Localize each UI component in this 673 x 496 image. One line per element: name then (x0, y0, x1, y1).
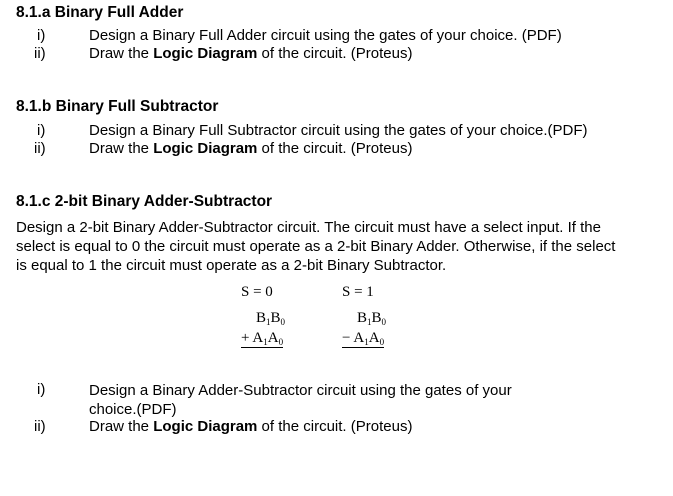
item-number: i) (37, 27, 46, 44)
item-text (89, 140, 412, 157)
operand-b-right: $B_1B_0$ (357, 310, 387, 327)
description-paragraph: Design a 2-bit Binary Adder-Subtractor circuit. The circuit must have a select input. If the select is equal to 0 the circuit must operate as a 2-bit Binary Adder. Otherwise, if the select is equal to 1 the circuit must operate as a 2-bit Binary Subtractor. (16, 219, 616, 274)
section-heading-full-adder: 8.1.a Binary Full Adder (16, 4, 184, 21)
item-text-line1: Design a Binary Adder-Subtractor circuit using the gates of your (89, 382, 512, 399)
item-text-post: of the circuit. (Proteus) (257, 418, 413, 435)
item-text-pre: Design a Binary Full Subtractor circuit using the gates of your choice.(PDF) (89, 122, 588, 139)
operand-a-right: − $A_1A_0$ (342, 330, 385, 347)
operand-a-left: + $A_1A_0$ (241, 330, 284, 347)
item-text (89, 45, 412, 62)
item-text-pre: Draw the (89, 140, 154, 157)
section-heading-full-subtractor: 8.1.b Binary Full Subtractor (16, 98, 219, 115)
item-text (89, 122, 588, 139)
item-text-post: of the circuit. (Proteus) (257, 140, 413, 157)
item-number: ii) (34, 418, 46, 435)
item-text (89, 418, 412, 435)
item-text-pre: Design a Binary Full Adder circuit using the gates of your choice. (PDF) (89, 27, 562, 44)
item-text (89, 27, 562, 44)
item-text-bold: Logic Diagram (153, 418, 258, 435)
item-text-bold: Logic Diagram (153, 45, 258, 62)
operand-b-left: $B_1B_0$ (256, 310, 286, 327)
select-condition-left: S = 0 (241, 284, 273, 300)
item-text-pre: Draw the (89, 418, 154, 435)
item-number: i) (37, 122, 46, 139)
item-number: ii) (34, 140, 46, 157)
item-number: i) (37, 381, 46, 398)
select-condition-right: S = 1 (342, 284, 374, 300)
item-number: ii) (34, 45, 46, 62)
section-heading-adder-subtractor: 8.1.c 2-bit Binary Adder-Subtractor (16, 193, 273, 210)
item-text-line2: choice.(PDF) (89, 401, 177, 418)
item-text-bold: Logic Diagram (153, 140, 258, 157)
item-text-pre: Draw the (89, 45, 154, 62)
item-text-post: of the circuit. (Proteus) (257, 45, 413, 62)
